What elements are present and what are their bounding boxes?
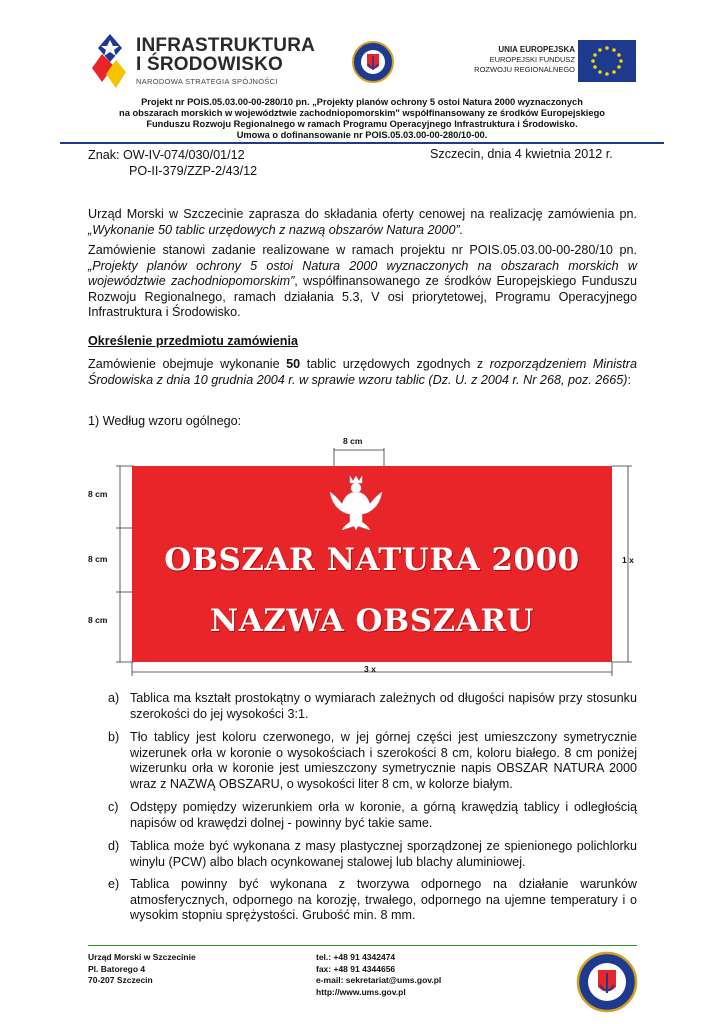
dim-bottom-label: 3 x [364, 664, 376, 674]
intro-paragraph-2 [88, 243, 637, 321]
scope-paragraph [88, 357, 637, 388]
dim-top-label: 8 cm [343, 436, 363, 446]
dim-left-label-2: 8 cm [88, 554, 108, 564]
project-line: Umowa o dofinansowanie nr POIS.05.03.00-00-280/10-00. [236, 130, 488, 140]
sign-text-line-2: NAZWA OBSZARU [209, 603, 535, 639]
footer-fax: fax: +48 91 4344656 [316, 963, 396, 974]
sign-text-line-1: OBSZAR NATURA 2000 [164, 542, 580, 578]
intro-text: Urząd Morski w Szczecinie zaprasza do składania oferty cenowej na realizację zamówienia pn. [88, 207, 637, 221]
list-item [108, 839, 637, 870]
logo-title-1: INFRASTRUKTURA [136, 35, 316, 56]
eu-line-3: ROZWOJU REGIONALNEGO [474, 65, 575, 74]
footer-email[interactable]: e-mail: sekretariat@ums.gov.pl [316, 975, 442, 985]
footer-address [88, 952, 196, 987]
list-item [108, 800, 637, 831]
document-date: Szczecin, dnia 4 kwietnia 2012 r. [430, 147, 613, 161]
list-label: c) [108, 800, 119, 814]
regulation-reference: rozporządzeniem Ministra Środowiska z dnia 10 grudnia 2004 r. w sprawie wzoru tablic (Dz. U. z 2004 r. Nr 268, poz. 2665) [88, 357, 637, 387]
list-text: Tablica powinny być wykonana z tworzywa odpornego na działanie warunków atmosferycznych, odpornego na korozję, trwałego, odpornego na ujemne temperatury i o wysokim stopniu sprężystości. Grubość min. 8 mm. [130, 877, 637, 922]
project-line: na obszarach morskich w województwie zachodniopomorskim" współfinansowany ze środków Europejskiego [119, 108, 605, 118]
project-line: Funduszu Rozwoju Regionalnego w ramach Programu Operacyjnego Infrastruktura i Środowisko. [146, 119, 578, 129]
general-template-item: 1) Według wzoru ogólnego: [88, 414, 242, 428]
list-item [108, 877, 637, 924]
logo-subtitle: NARODOWA STRATEGIA SPÓJNOŚCI [136, 77, 278, 86]
dim-left-label-1: 8 cm [88, 489, 108, 499]
list-item [108, 730, 637, 792]
list-text: Odstępy pomiędzy wizerunkiem orła w koronie, a górną krawędzią tablicy i odległością napisów od krawędzi dolnej - powinny być takie same. [130, 800, 637, 830]
list-label: d) [108, 839, 120, 853]
footer-divider [88, 945, 637, 946]
dim-left-label-3: 8 cm [88, 615, 108, 625]
footer-org: Urząd Morski w Szczecinie [88, 952, 196, 962]
logo-stars-icon [92, 32, 128, 90]
eu-line-2: EUROPEJSKI FUNDUSZ [489, 55, 575, 64]
eu-line-1: UNIA EUROPEJSKA [498, 45, 575, 54]
sign-count: 50 [286, 357, 301, 371]
list-label: e) [108, 877, 120, 891]
maritime-office-seal-icon [352, 40, 394, 84]
project-info [60, 97, 664, 141]
reference-line-1: Znak: OW-IV-074/030/01/12 [88, 148, 245, 162]
list-label: b) [108, 730, 120, 744]
scope-text: Zamówienie obejmuje wykonanie [88, 357, 287, 371]
intro-paragraph-1 [88, 207, 637, 238]
header-divider [60, 142, 664, 144]
reference-numbers [88, 147, 257, 179]
infrastruktura-logo [92, 30, 316, 92]
list-text: Tablica ma kształt prostokątny o wymiarach zależnych od długości napisów przy stosunku szerokości do jej wysokości 3:1. [130, 691, 637, 721]
project-title: „Projekty planów ochrony 5 ostoi Natura 2000 wyznaczonych na obszarach morskich w województwie zachodniopomorskim” [88, 258, 637, 288]
eu-fund-label [455, 45, 575, 75]
white-eagle-icon [328, 474, 384, 532]
intro-text: Zamówienie stanowi zadanie realizowane w ramach projektu nr POIS.05.03.00-00-280/10 pn. [88, 243, 637, 257]
section-heading: Określenie przedmiotu zamówienia [88, 334, 298, 348]
scope-text: : [627, 372, 631, 387]
project-line: Projekt nr POIS.05.03.00-00-280/10 pn. „Projekty planów ochrony 5 ostoi Natura 2000 wyznaczonych [141, 97, 583, 107]
footer-city: 70-207 Szczecin [88, 975, 153, 985]
list-item [108, 691, 637, 722]
list-text: Tło tablicy jest koloru czerwonego, w jej górnej części jest umieszczony symetrycznie wizerunek orła w koronie o wysokościach i szerokości 8 cm, koloru białego. 8 cm poniżej wizerunku orła w koronie jest umieszczony symetrycznie napis OBSZAR NATURA 2000 wraz z NAZWĄ OBSZARU, o wysokości liter 8 cm, w kolorze białym. [130, 730, 637, 791]
list-text: Tablica może być wykonana z masy plastycznej sporządzonej ze spienionego polichlorku winylu (PCW) albo blach ocynkowanej stalowej lub blachy aluminiowej. [130, 839, 637, 869]
scope-text: tablic urzędowych zgodnych z [300, 357, 490, 371]
reference-line-2: PO-II-379/ZZP-2/43/12 [129, 164, 258, 178]
dim-right-label: 1 x [622, 555, 634, 565]
footer-contact [316, 952, 441, 998]
order-title: „Wykonanie 50 tablic urzędowych z nazwą obszarów Natura 2000”. [88, 222, 464, 237]
intro-text: , współfinansowanego ze środków Europejskiego Funduszu Rozwoju Regionalnego, ramach działania 5.3, V osi priorytetowej, Programu Operacyjnego Infrastruktura i Środowisko. [88, 274, 637, 319]
footer-website-link[interactable]: http://www.ums.gov.pl [316, 986, 406, 997]
footer-street: Pl. Batorego 4 [88, 963, 146, 974]
list-label: a) [108, 691, 120, 705]
maritime-office-seal-icon [576, 950, 638, 1014]
eu-flag-icon [578, 40, 636, 82]
logo-title-2: I ŚRODOWISKO [136, 54, 284, 75]
footer-tel: tel.: +48 91 4342474 [316, 952, 396, 962]
